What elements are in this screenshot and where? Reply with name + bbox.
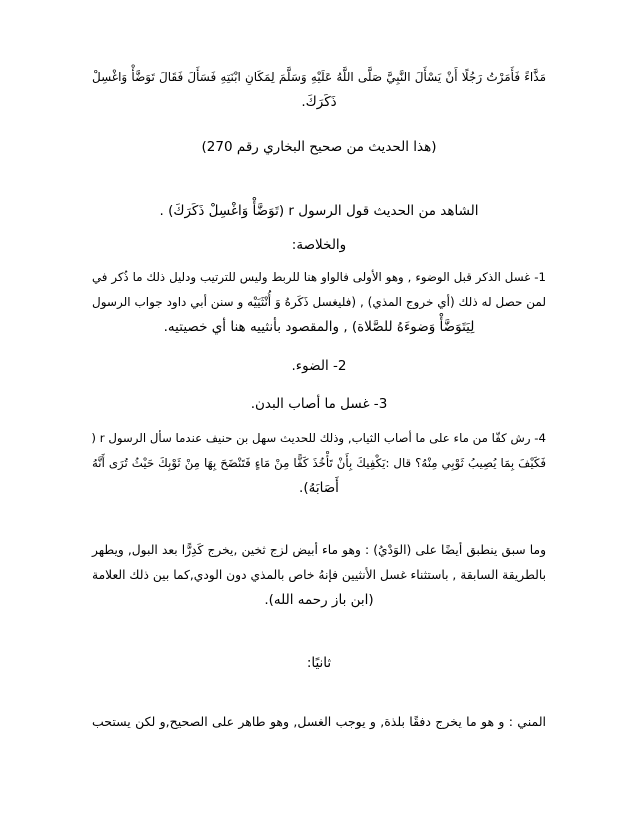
item-4-line-3: أَصَابَهُ). — [299, 480, 339, 496]
mani-paragraph: المني : و هو ما يخرج دفقًا بلذة, و يوجب الغسل, وهو طاهر على الصحيح,و لكن يستحب — [92, 714, 546, 729]
item-2: 2- الضوء. — [291, 358, 347, 374]
wadi-line-1: وما سبق ينطبق أيضًا على (الوَدْيُ) : وهو ماء أبيض لزج ثخين ,يخرج كَدِرًّا بعد البول, ويطهر — [92, 543, 546, 557]
hadith-text-line-2: ذَكَرَكَ. — [301, 94, 337, 110]
hadith-text-line-1: مَذَّاءً فَأَمَرْتُ رَجُلًا أَنْ يَسْأَلَ النَّبِيَّ صَلَّى اللَّهُ عَلَيْهِ وَسَلَّمَ لِمَكَانِ ابْنَتِهِ فَسَأَلَ فَقَالَ تَوَضَّأْ وَاغْسِلْ — [92, 70, 546, 84]
item-1-line-2: لمن حصل له ذلك (أي خروج المذي) , (فليغسل ذَكَرهُ وَ أُنْثَيَيْه و سنن أبي داود جواب الرسول — [92, 295, 546, 309]
witness-statement: الشاهد من الحديث قول الرسول r (تَوَضَّأْ وَاغْسِلْ ذَكَرَكَ) . — [159, 203, 479, 219]
wadi-line-3: (ابن باز رحمه الله). — [264, 592, 374, 608]
item-1-line-3: لِيَتَوَضَّأْ وَضوءَهُ للصَّلاة) , والمقصود بأنثييه هنا أي خصيتيه. — [163, 319, 475, 335]
wadi-line-2: بالطريقة السابقة , باستثناء غسل الأنثيين فإنهُ خاص بالمذي دون الودي,كما بين ذلك العلامة — [92, 568, 546, 582]
item-1-line-1: 1- غسل الذكر قبل الوضوء , وهو الأولى فالواو هنا للربط وليس للترتيب ودليل ذلك ما ذُكر في — [92, 270, 546, 284]
item-4-line-1: 4- رش كفّا من ماء على ما أصاب الثياب, وذلك للحديث سهل بن حنيف عندما سأل الرسول r ( — [91, 431, 546, 445]
summary-heading: والخلاصة: — [291, 237, 347, 253]
item-3: 3- غسل ما أصاب البدن. — [250, 396, 388, 412]
hadith-reference: (هذا الحديث من صحيح البخاري رقم 270) — [201, 139, 437, 155]
item-4-line-2: فَكَيْفَ بِمَا يُصِيبُ ثَوْبِي مِنْهُ؟ قال :يَكْفِيكَ بِأَنْ تَأْخُذَ كَفًّا مِنْ مَاءٍ فَتَنْضَحَ بِهَا مِنْ ثَوْبِكَ حَيْثُ تُرَى أَنَّهُ — [92, 456, 546, 470]
secondly-heading: ثانيًا: — [306, 655, 332, 671]
